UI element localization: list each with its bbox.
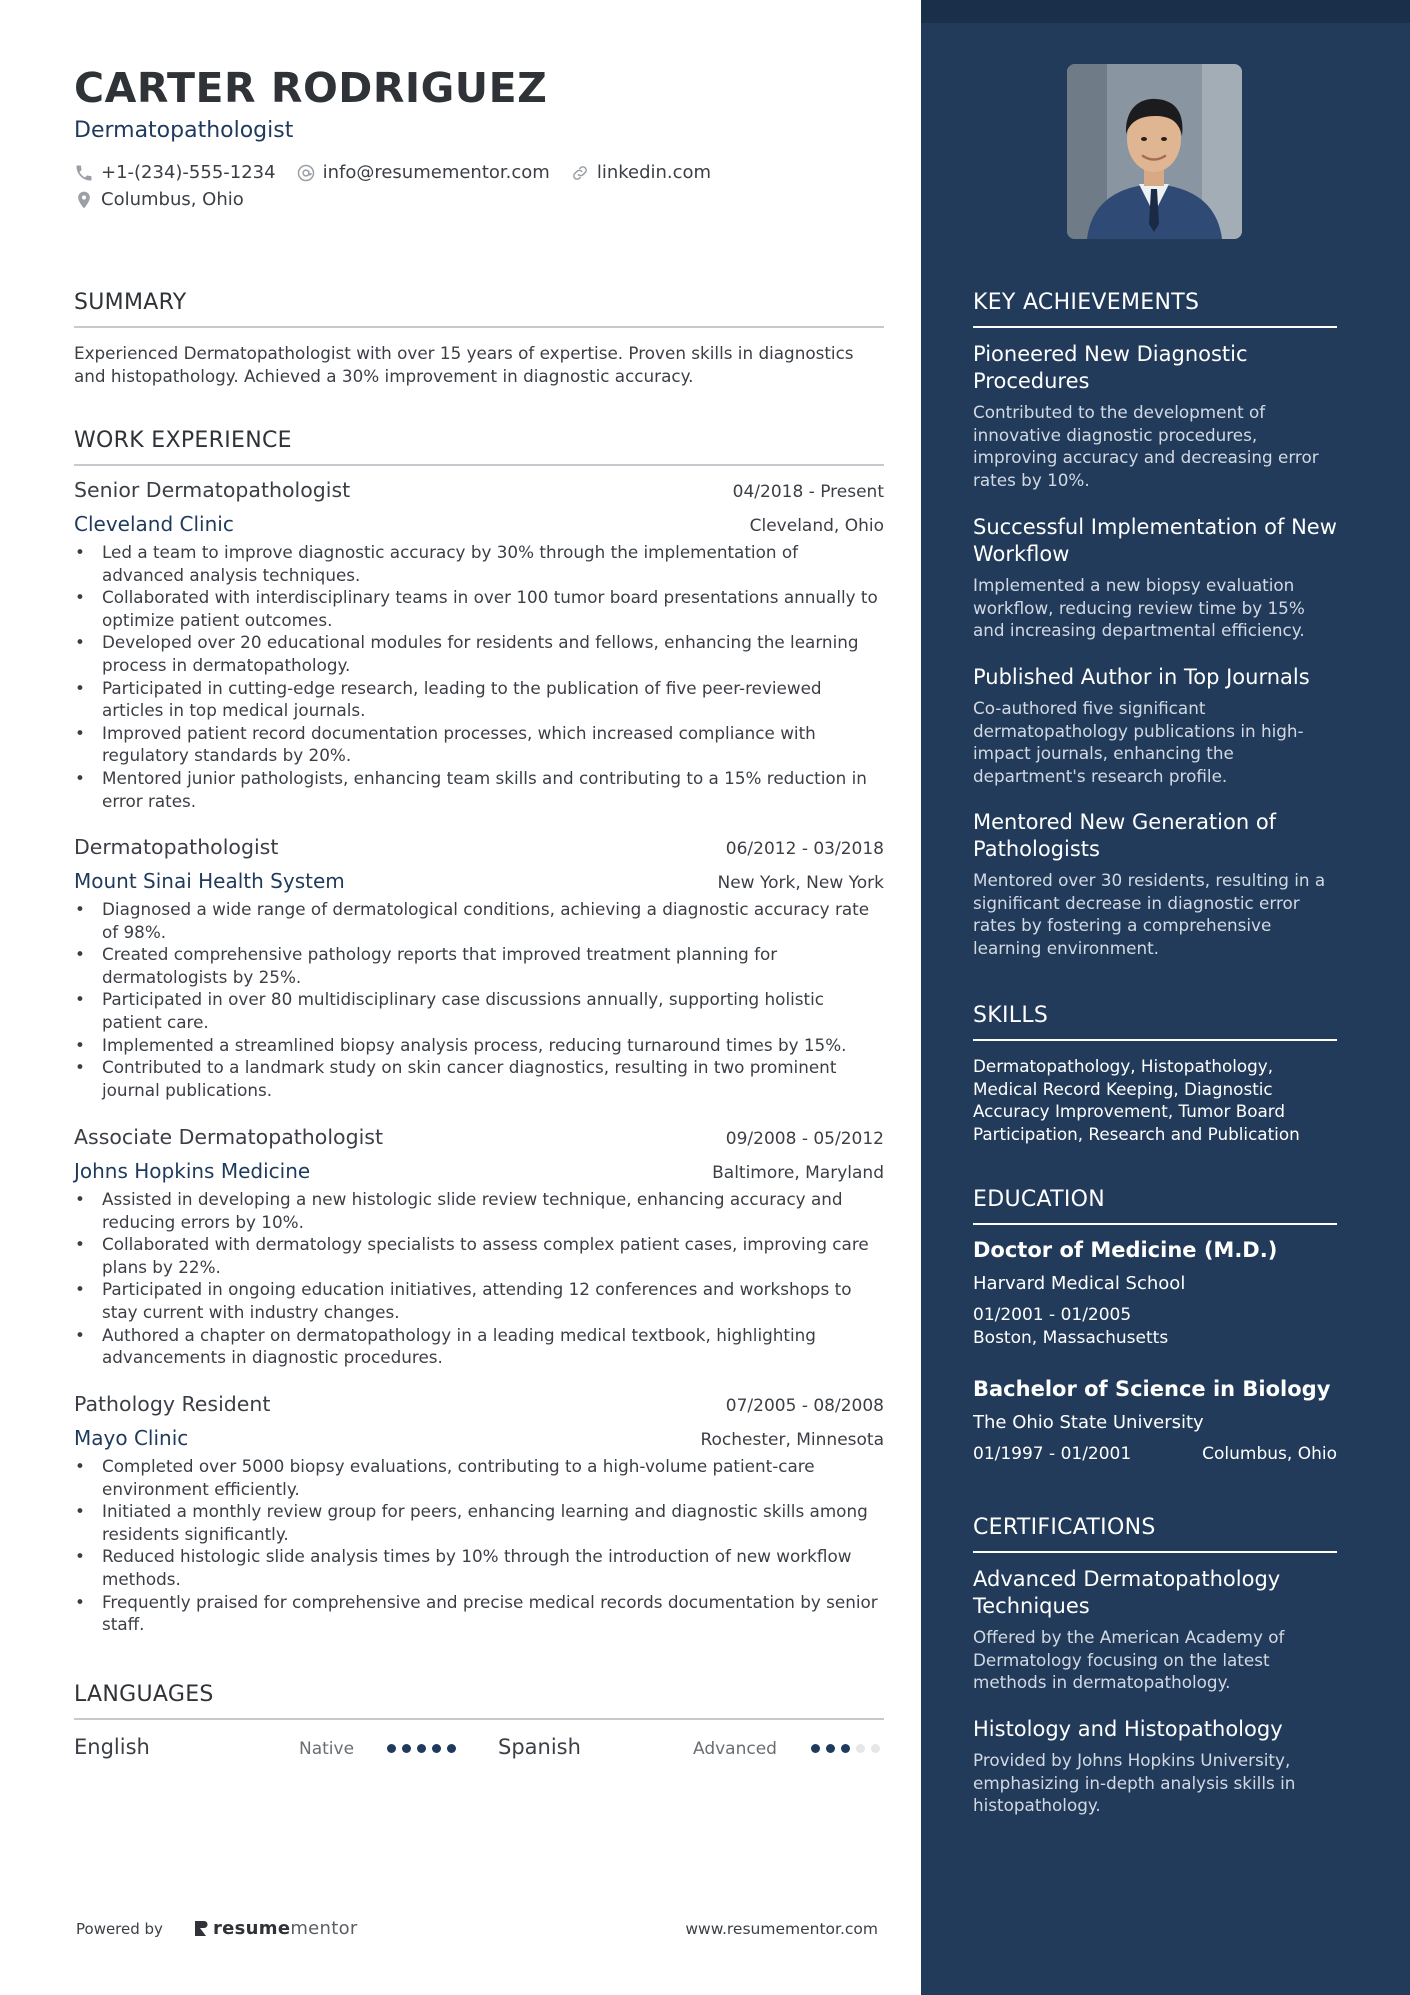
certification-title: Advanced Dermatopathology Techniques: [973, 1567, 1281, 1618]
language-level: Advanced: [693, 1739, 777, 1759]
job-entry: [74, 478, 884, 812]
achievement-item: [973, 664, 1337, 787]
bullet-item: • Mentored junior pathologists, enhancing team skills and contributing to a 15% reduction in error rates.: [74, 767, 884, 812]
bullet-item: • Diagnosed a wide range of dermatological conditions, achieving a diagnostic accuracy rate of 98%.: [74, 898, 884, 943]
rating-dot-filled: [402, 1744, 411, 1753]
contact-row: [74, 162, 731, 183]
achievement-title: Mentored New Generation of Pathologists: [973, 810, 1277, 861]
bullet-item: • Authored a chapter on dermatopathology in a leading medical textbook, highlighting advancements in diagnostic procedures.: [74, 1324, 884, 1369]
rating-dot-filled: [447, 1744, 456, 1753]
brand-light-text: mentor: [290, 1918, 358, 1939]
phone-text: +1-(234)-555-1234: [101, 162, 276, 183]
rating-dot-filled: [811, 1744, 820, 1753]
rating-dot-filled: [826, 1744, 835, 1753]
achievement-item: [973, 809, 1337, 959]
bullet-item: • Collaborated with interdisciplinary teams in over 100 tumor board presentations annually to optimize patient outcomes.: [74, 586, 884, 631]
location-pin-icon: [74, 190, 94, 210]
job-dates: 07/2005 - 08/2008: [725, 1396, 884, 1416]
education-dates: 01/1997 - 01/2001: [973, 1444, 1132, 1464]
bullet-item: • Contributed to a landmark study on skin cancer diagnostics, resulting in two prominent journal publications.: [74, 1056, 884, 1101]
rating-dot-filled: [387, 1744, 396, 1753]
job-entry: [74, 1125, 884, 1369]
job-dates: 06/2012 - 03/2018: [725, 839, 884, 859]
education-item: [973, 1238, 1337, 1349]
language-rating: [811, 1744, 886, 1753]
footer-website[interactable]: www.resumementor.com: [685, 1920, 878, 1938]
phone-icon: [74, 163, 94, 183]
education-heading: EDUCATION: [973, 1187, 1337, 1225]
footer-branding: [76, 1918, 358, 1939]
achievement-title: Published Author in Top Journals: [973, 665, 1310, 689]
rating-dot-filled: [417, 1744, 426, 1753]
rating-dot-empty: [871, 1744, 880, 1753]
job-title: Associate Dermatopathologist: [74, 1125, 384, 1149]
bullet-item: • Led a team to improve diagnostic accuracy by 30% through the implementation of advanced analysis techniques.: [74, 541, 884, 586]
skills-list: [973, 1055, 1337, 1145]
bullet-item: • Participated in over 80 multidisciplinary case discussions annually, supporting holistic patient care.: [74, 988, 884, 1033]
candidate-name: CARTER RODRIGUEZ: [74, 64, 548, 112]
skills-heading: SKILLS: [973, 1003, 1337, 1041]
job-bullets: [74, 898, 884, 1101]
candidate-title: Dermatopathologist: [74, 118, 294, 143]
rating-dot-empty: [856, 1744, 865, 1753]
bullet-item: • Developed over 20 educational modules for residents and fellows, enhancing the learning process in dermatopathology.: [74, 631, 884, 676]
achievement-title: Pioneered New Diagnostic Procedures: [973, 342, 1248, 393]
job-bullets: [74, 1188, 884, 1369]
bullet-item: • Participated in ongoing education initiatives, attending 12 conferences and workshops to stay current with industry changes.: [74, 1278, 884, 1323]
education-degree: Bachelor of Science in Biology: [973, 1377, 1331, 1401]
bullet-item: • Improved patient record documentation processes, which increased compliance with regulatory standards by 20%.: [74, 722, 884, 767]
bullet-item: • Created comprehensive pathology reports that improved treatment planning for dermatologists by 25%.: [74, 943, 884, 988]
languages-row: [74, 1735, 884, 1763]
job-location: New York, New York: [717, 873, 884, 893]
summary-text: Experienced Dermatopathologist with over 15 years of expertise. Proven skills in diagnostics and histopathology. Achieved a 30% improvement in diagnostic accuracy.: [74, 343, 854, 386]
bullet-item: • Assisted in developing a new histologic slide review technique, enhancing accuracy and reducing errors by 10%.: [74, 1188, 884, 1233]
portrait-icon: [1067, 64, 1242, 239]
certifications-heading: CERTIFICATIONS: [973, 1515, 1337, 1553]
contact-linkedin[interactable]: [570, 162, 711, 183]
achievement-desc: Contributed to the development of innovative diagnostic procedures, improving accuracy and decreasing error rates by 10%.: [973, 402, 1319, 490]
job-location: Baltimore, Maryland: [712, 1163, 884, 1183]
education-school: Harvard Medical School: [973, 1273, 1186, 1294]
rating-dot-filled: [841, 1744, 850, 1753]
achievement-desc: Implemented a new biopsy evaluation workflow, reducing review time by 15% and increasing departmental efficiency.: [973, 575, 1305, 641]
email-text: info@resumementor.com: [322, 162, 550, 183]
languages-heading: LANGUAGES: [74, 1682, 884, 1720]
job-bullets: [74, 541, 884, 812]
job-company: Mount Sinai Health System: [74, 869, 345, 893]
job-location: Cleveland, Ohio: [749, 516, 884, 536]
achievement-desc: Mentored over 30 residents, resulting in a significant decrease in diagnostic error rates by fostering a comprehensive learning environment.: [973, 870, 1326, 958]
job-entry: [74, 835, 884, 1101]
bullet-item: • Participated in cutting-edge research, leading to the publication of five peer-reviewed articles in top medical journals.: [74, 677, 884, 722]
education-meta-row: [973, 1443, 1337, 1466]
certification-item: [973, 1566, 1337, 1694]
language-name: English: [74, 1735, 150, 1759]
powered-by-text: Powered by: [76, 1919, 163, 1938]
job-title: Dermatopathologist: [74, 835, 279, 859]
education-dates: 01/2001 - 01/2005: [973, 1305, 1132, 1325]
achievement-item: [973, 514, 1337, 642]
brand-bold-text: resume: [212, 1918, 291, 1939]
profile-photo: [1067, 64, 1242, 239]
linkedin-text: linkedin.com: [596, 162, 712, 183]
achievement-item: [973, 341, 1337, 491]
job-bullets: [74, 1455, 884, 1636]
job-company: Cleveland Clinic: [74, 512, 234, 536]
job-title: Senior Dermatopathologist: [74, 478, 351, 502]
education-school: The Ohio State University: [973, 1412, 1204, 1433]
education-degree: Doctor of Medicine (M.D.): [973, 1238, 1278, 1262]
bullet-item: • Initiated a monthly review group for peers, enhancing learning and diagnostic skills among residents significantly.: [74, 1500, 884, 1545]
bullet-item: • Frequently praised for comprehensive and precise medical records documentation by senior staff.: [74, 1591, 884, 1636]
certification-item: [973, 1716, 1337, 1817]
certification-desc: Provided by Johns Hopkins University, emphasizing in-depth analysis skills in histopathology.: [973, 1750, 1296, 1816]
job-title: Pathology Resident: [74, 1392, 271, 1416]
bullet-item: • Reduced histologic slide analysis times by 10% through the introduction of new workflow methods.: [74, 1545, 884, 1590]
job-entry: [74, 1392, 884, 1636]
certification-title: Histology and Histopathology: [973, 1717, 1283, 1741]
job-dates: 04/2018 - Present: [732, 482, 884, 502]
experience-heading: WORK EXPERIENCE: [74, 428, 884, 466]
at-icon: [296, 163, 316, 183]
contact-location: [74, 189, 244, 210]
link-icon: [570, 163, 590, 183]
contact-email[interactable]: [296, 162, 550, 183]
contact-phone[interactable]: [74, 162, 276, 183]
sidebar: [921, 0, 1410, 1995]
language-rating: [387, 1744, 462, 1753]
summary-heading: SUMMARY: [74, 290, 884, 328]
bullet-item: • Completed over 5000 biopsy evaluations, contributing to a high-volume patient-care environment efficiently.: [74, 1455, 884, 1500]
certification-desc: Offered by the American Academy of Dermatology focusing on the latest methods in dermatopathology.: [973, 1627, 1285, 1693]
sidebar-top-band: [921, 0, 1410, 23]
location-text: Columbus, Ohio: [101, 189, 244, 210]
contact-row-location: [74, 189, 264, 210]
achievement-title: Successful Implementation of New Workflow: [973, 515, 1337, 566]
language-name: Spanish: [498, 1735, 581, 1759]
job-location: Rochester, Minnesota: [700, 1430, 884, 1450]
job-company: Mayo Clinic: [74, 1426, 189, 1450]
achievement-desc: Co-authored five significant dermatopathology publications in high-impact journals, enhancing the department's research profile.: [973, 698, 1304, 786]
language-level: Native: [299, 1739, 355, 1759]
education-location: Boston, Massachusetts: [973, 1327, 1169, 1348]
bullet-item: • Collaborated with dermatology specialists to assess complex patient cases, improving care plans by 22%.: [74, 1233, 884, 1278]
skills-text: Dermatopathology, Histopathology, Medical Record Keeping, Diagnostic Accuracy Improvement, Tumor Board Participation, Research and Publication: [973, 1056, 1300, 1144]
job-dates: 09/2008 - 05/2012: [725, 1129, 884, 1149]
achievements-heading: KEY ACHIEVEMENTS: [973, 290, 1337, 328]
rating-dot-filled: [432, 1744, 441, 1753]
education-location: Columbus, Ohio: [1202, 1444, 1337, 1464]
education-item: [973, 1377, 1337, 1466]
brand-logo[interactable]: [193, 1918, 358, 1939]
bullet-item: • Implemented a streamlined biopsy analysis process, reducing turnaround times by 15%.: [74, 1034, 884, 1057]
resumementor-logo-icon: [193, 1919, 209, 1938]
job-company: Johns Hopkins Medicine: [74, 1159, 311, 1183]
